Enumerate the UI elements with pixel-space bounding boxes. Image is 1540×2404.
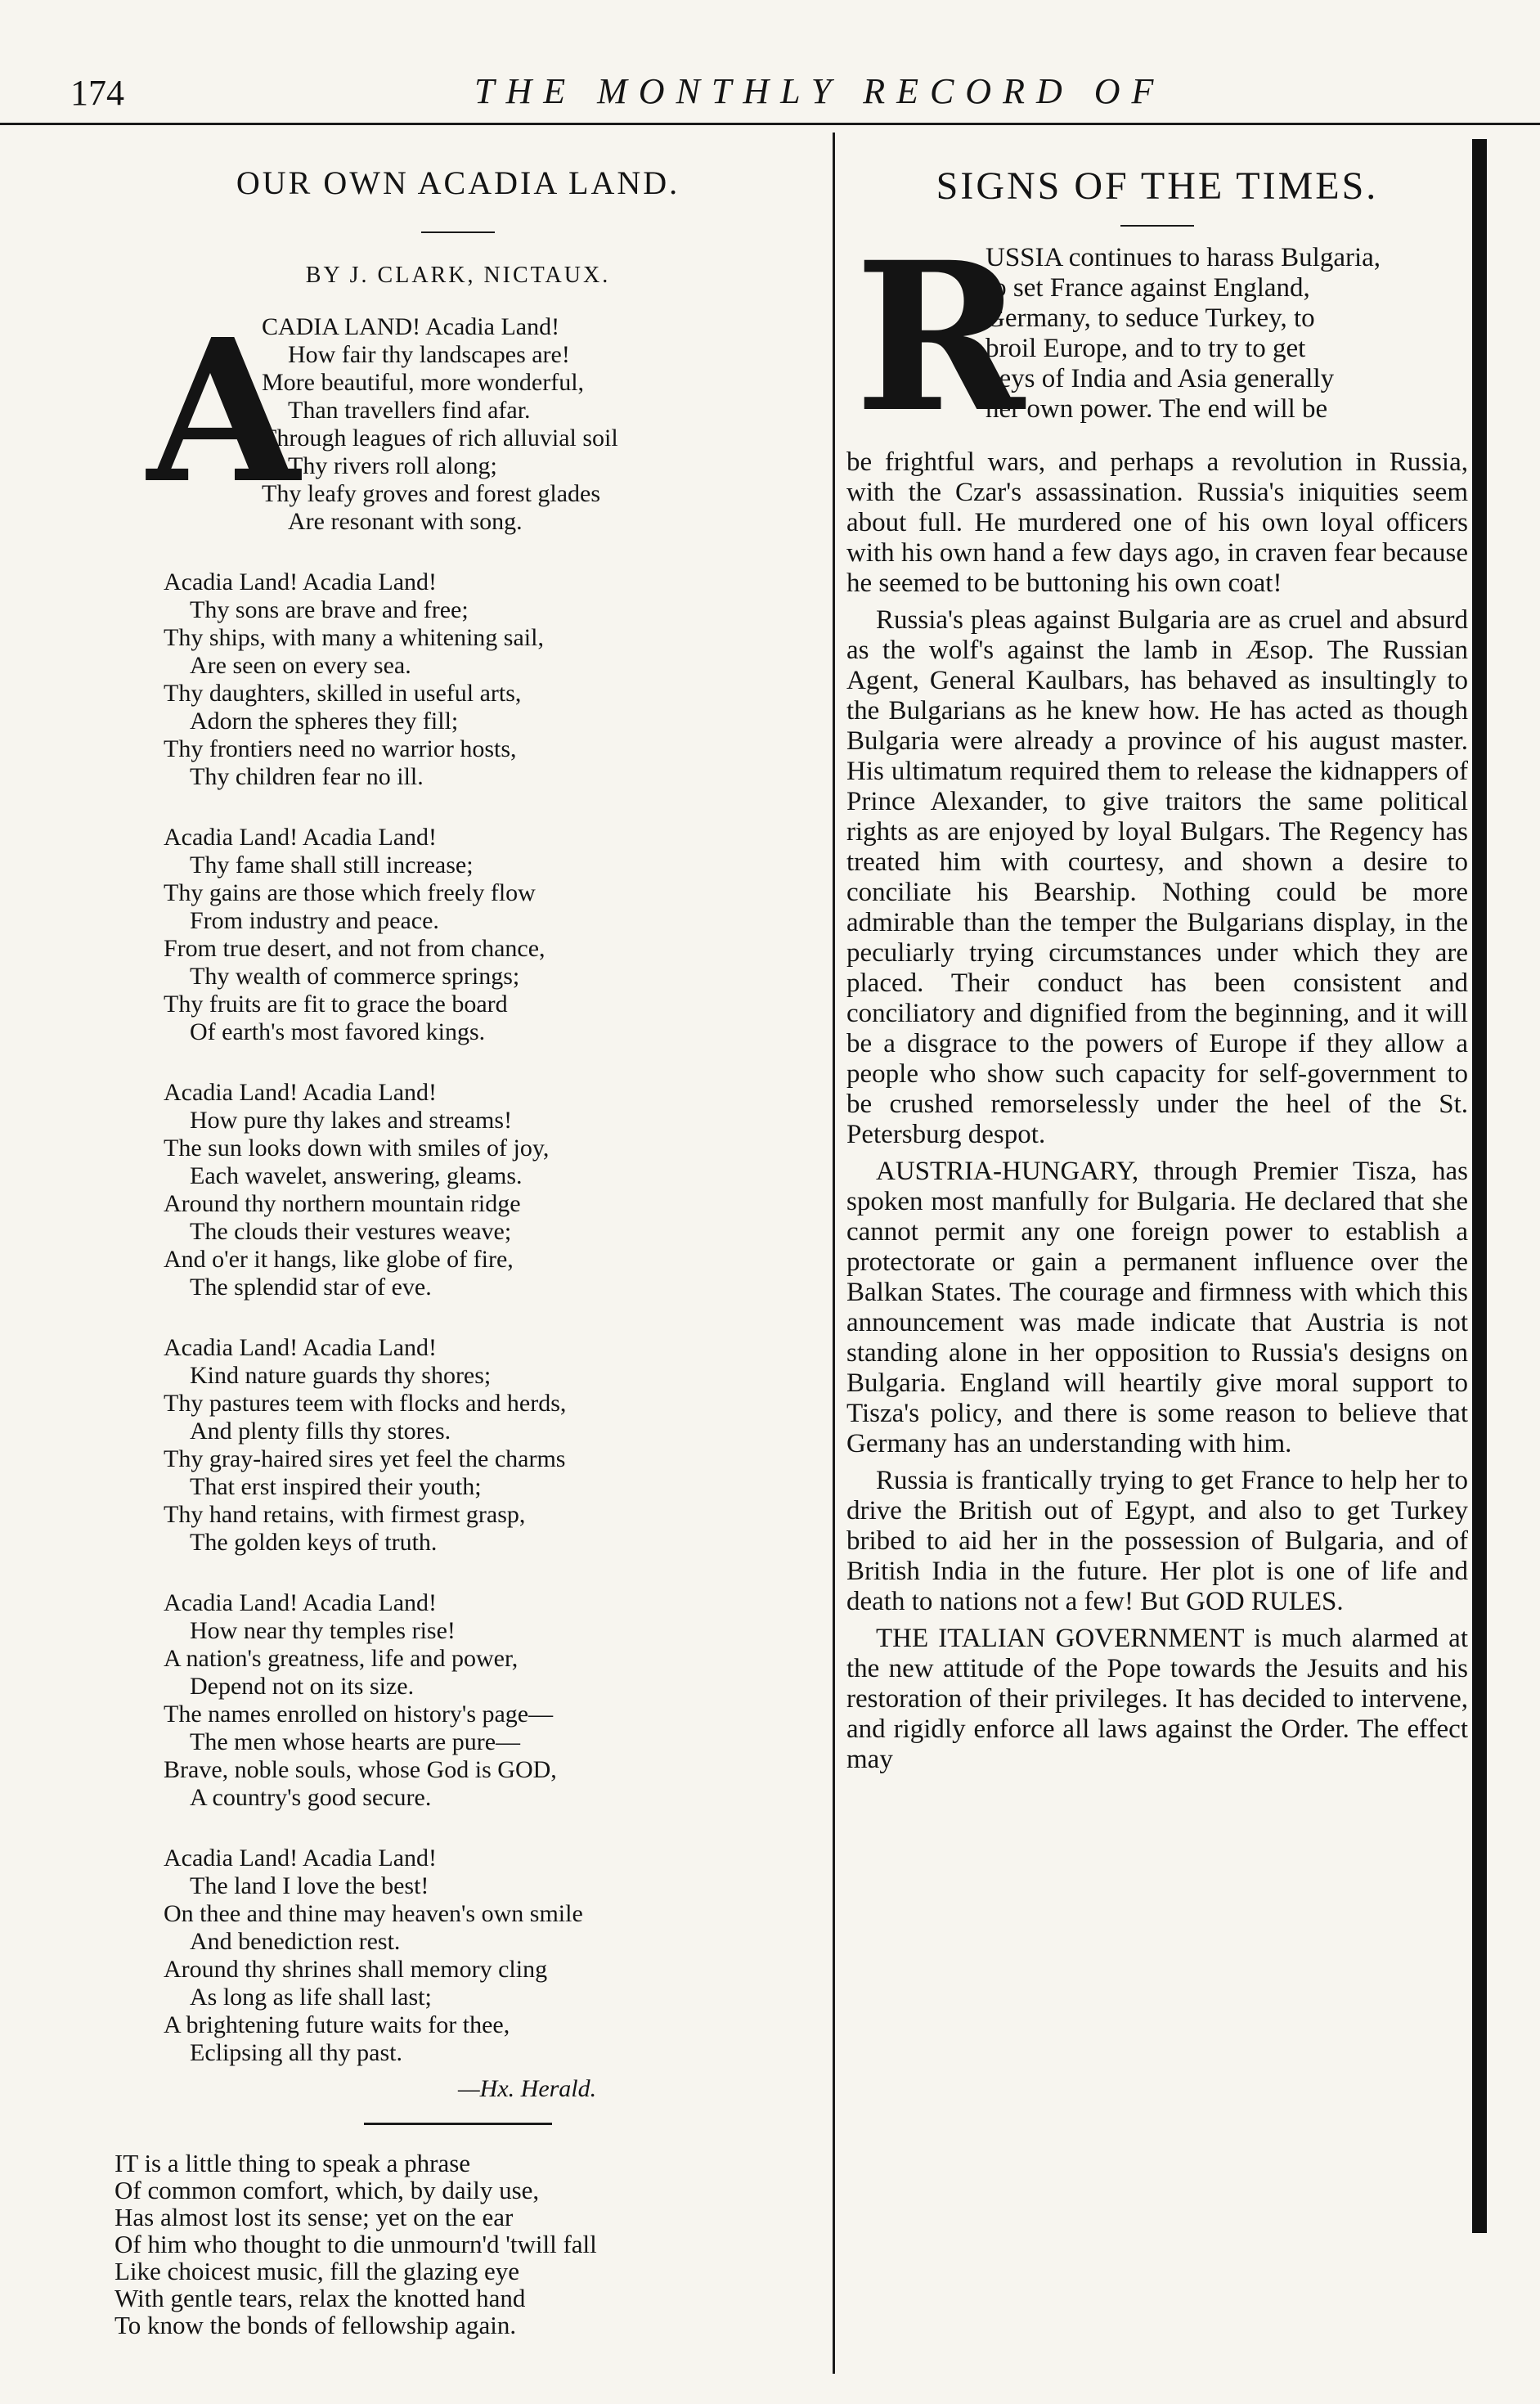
poem-line: Thy daughters, skilled in useful arts, bbox=[164, 680, 522, 707]
poem-line: Thy ships, with many a whitening sail, bbox=[164, 624, 544, 651]
poem-line: Thy children fear no ill. bbox=[190, 763, 424, 790]
paragraph: AUSTRIA-HUNGARY, through Premier Tisza, has spoken most manfully for Bulgaria. He declared that she cannot permit any one foreign power to establish a protectorate or gain a permanent influence over the Balkan States. The courage and firmness with which this announcement was made indicate that Austria is not standing alone in her opposition to Russia's designs on Bulgaria. England will heartily give moral support to Tisza's policy, and there is some reason to believe that Germany has an understanding with him. bbox=[846, 1157, 1468, 1458]
first-paragraph-head bbox=[846, 217, 1468, 457]
poem-line: Than travellers find afar. bbox=[288, 397, 531, 424]
title-rule bbox=[421, 231, 495, 233]
paragraph-line: her own power. The end will be bbox=[986, 394, 1328, 424]
stanza bbox=[164, 1589, 818, 1812]
poem-line: On thee and thine may heaven's own smile bbox=[164, 1900, 583, 1927]
short-poem-line: Of him who thought to die unmourn'd 'twill fall bbox=[114, 2230, 597, 2258]
poem-line: A nation's greatness, life and power, bbox=[164, 1645, 519, 1672]
poem-line: Acadia Land! Acadia Land! bbox=[164, 824, 437, 851]
poem-line: Depend not on its size. bbox=[190, 1673, 415, 1700]
poem-line: Around thy shrines shall memory cling bbox=[164, 1956, 548, 1983]
poem-line: Thy wealth of commerce springs; bbox=[190, 963, 520, 990]
poem-line: Thy sons are brave and free; bbox=[190, 596, 469, 623]
poem-line: Eclipsing all thy past. bbox=[190, 2039, 402, 2066]
poem-byline: BY J. CLARK, NICTAUX. bbox=[305, 263, 611, 288]
stanza bbox=[164, 1845, 818, 2067]
paragraph-line: USSIA continues to harass Bulgaria, bbox=[986, 243, 1381, 272]
poem-line: CADIA LAND! Acadia Land! bbox=[262, 313, 560, 340]
poem-line: Acadia Land! Acadia Land! bbox=[164, 1589, 437, 1616]
poem-line: Are seen on every sea. bbox=[190, 652, 411, 679]
poem-line: The men whose hearts are pure— bbox=[190, 1728, 521, 1755]
poem-line: That erst inspired their youth; bbox=[190, 1473, 482, 1500]
short-poem-line: Like choicest music, fill the glazing eye bbox=[114, 2257, 519, 2285]
short-poem-line: Of common comfort, which, by daily use, bbox=[114, 2176, 540, 2204]
first-stanza-lines bbox=[262, 313, 618, 536]
poem-line: Each wavelet, answering, gleams. bbox=[190, 1162, 523, 1189]
poem-line: From true desert, and not from chance, bbox=[164, 935, 546, 962]
stanza bbox=[164, 568, 818, 791]
column-rule bbox=[833, 133, 835, 2374]
poem-line: Acadia Land! Acadia Land! bbox=[164, 1334, 437, 1361]
poem-line: The names enrolled on history's page— bbox=[164, 1701, 554, 1728]
dropcap-letter: A bbox=[147, 296, 300, 527]
first-paragraph-lines bbox=[986, 243, 1381, 425]
poem-line: Thy gains are those which freely flow bbox=[164, 879, 536, 906]
poem-line: Around thy northern mountain ridge bbox=[164, 1190, 521, 1217]
poem-line: How fair thy landscapes are! bbox=[288, 341, 570, 368]
short-poem-line: Has almost lost its sense; yet on the ear bbox=[114, 2203, 514, 2231]
poem-line: Acadia Land! Acadia Land! bbox=[164, 1845, 437, 1872]
poem-line: The golden keys of truth. bbox=[190, 1529, 438, 1556]
poem-line: Adorn the spheres they fill; bbox=[190, 708, 459, 735]
poem-line: The sun looks down with smiles of joy, bbox=[164, 1135, 550, 1162]
header-rule bbox=[0, 123, 1540, 125]
poem-line: More beautiful, more wonderful, bbox=[262, 369, 585, 396]
poem-line: The clouds their vestures weave; bbox=[190, 1218, 512, 1245]
poem-line: Are resonant with song. bbox=[288, 508, 523, 535]
paragraphs bbox=[846, 605, 1468, 1775]
poem-line: Thy pastures teem with flocks and herds, bbox=[164, 1390, 567, 1417]
section-title: SIGNS OF THE TIMES. bbox=[936, 164, 1379, 208]
poem-line: Acadia Land! Acadia Land! bbox=[164, 1079, 437, 1106]
poem-line: Brave, noble souls, whose God is GOD, bbox=[164, 1756, 557, 1783]
short-poem-line: IT is a little thing to speak a phrase bbox=[114, 2149, 471, 2177]
poem-line: And plenty fills thy stores. bbox=[190, 1418, 451, 1445]
poem-line: How pure thy lakes and streams! bbox=[190, 1107, 513, 1134]
paragraph: Russia's pleas against Bulgaria are as cruel and absurd as the wolf's against the lamb in Æsop. The Russian Agent, General Kaulbars, has behaved as insultingly to the Bulgarians as he knew how. He has acted as though Bulgaria were already a province of his august master. His ultimatum required them to release the kidnappers of Prince Alexander, to give traitors the same political rights as are enjoyed by loyal Bulgars. The Regency has treated him with courtesy, and shown a desire to conciliate his Bearship. Nothing could be more admirable than the temper the Bulgarians display, in the peculiarly trying circumstances under which they are placed. Their conduct has been consistent and conciliatory and dignified from the beginning, and it will be a disgrace to the powers of Europe if they allow a people who show such capacity for self-government to be crushed remorselessly under the heel of the St. Petersburg despot. bbox=[846, 605, 1468, 1149]
poem-line: And benediction rest. bbox=[190, 1928, 401, 1955]
poem-divider bbox=[364, 2123, 552, 2125]
poem-line: A brightening future waits for thee, bbox=[164, 2011, 510, 2038]
page-number: 174 bbox=[70, 73, 124, 113]
poem-line: Thy fruits are fit to grace the board bbox=[164, 991, 508, 1018]
poem-line: How near thy temples rise! bbox=[190, 1617, 456, 1644]
page-edge-shadow bbox=[1472, 139, 1487, 2233]
short-poem-line: With gentle tears, relax the knotted hand bbox=[114, 2284, 526, 2312]
ornamental-dropcap bbox=[131, 296, 300, 527]
section-title-rule bbox=[1120, 225, 1194, 227]
poem-line: The land I love the best! bbox=[190, 1872, 429, 1899]
stanza bbox=[164, 824, 818, 1046]
stanza bbox=[164, 1079, 818, 1301]
poem-line: Thy gray-haired sires yet feel the charms bbox=[164, 1445, 566, 1472]
paragraph-line: to set France against England, bbox=[986, 273, 1310, 303]
dropcap-letter: R bbox=[855, 217, 1025, 457]
poem-line: Acadia Land! Acadia Land! bbox=[164, 568, 437, 595]
poem-line: Thy hand retains, with firmest grasp, bbox=[164, 1501, 526, 1528]
poem-line: The splendid star of eve. bbox=[190, 1274, 432, 1301]
paragraph-line: broil Europe, and to try to get bbox=[986, 334, 1306, 363]
poem-line: Kind nature guards thy shores; bbox=[190, 1362, 492, 1389]
poem-line: From industry and peace. bbox=[190, 907, 439, 934]
ornamental-dropcap bbox=[846, 217, 1025, 457]
poem-source: —Hx. Herald. bbox=[458, 2075, 597, 2102]
poem-line: Thy rivers roll along; bbox=[288, 452, 497, 479]
poem-line: A country's good secure. bbox=[190, 1784, 432, 1811]
poem-stanzas bbox=[98, 568, 818, 2067]
poem-line: Through leagues of rich alluvial soil bbox=[262, 425, 618, 452]
paragraph: be frightful wars, and perhaps a revolution in Russia, with the Czar's assassination. Russia's iniquities seem about full. He murdered one of his own loyal officers with his own hand a few days ago, in craven fear because he seemed to be buttoning his own coat! bbox=[846, 447, 1468, 598]
short-poem-line: To know the bonds of fellowship again. bbox=[114, 2311, 517, 2339]
paragraph: THE ITALIAN GOVERNMENT is much alarmed at the new attitude of the Pope towards the Jesuits and his restoration of their privileges. It has decided to intervene, and rigidly enforce all laws against the Order. The effect may bbox=[846, 1624, 1468, 1774]
running-head: THE MONTHLY RECORD OF bbox=[474, 71, 1165, 111]
right-column bbox=[846, 164, 1468, 1782]
paragraph: Russia is frantically trying to get France to help her to drive the British out of Egypt, and also to get Turkey bribed to aid her in the possession of Bulgaria, and of British India in the future. Her plot is one of life and death to nations not a few! But GOD RULES. bbox=[846, 1466, 1468, 1616]
poem-line: Thy leafy groves and forest glades bbox=[262, 480, 601, 507]
poem-line: As long as life shall last; bbox=[190, 1984, 432, 2011]
poem-line: And o'er it hangs, like globe of fire, bbox=[164, 1246, 514, 1273]
poem-line: Thy frontiers need no warrior hosts, bbox=[164, 735, 517, 762]
poem-line: Of earth's most favored kings. bbox=[190, 1018, 486, 1045]
stanza bbox=[164, 1334, 818, 1557]
paragraph-line: Germany, to seduce Turkey, to bbox=[986, 303, 1315, 333]
paragraph-line: keys of India and Asia generally bbox=[986, 364, 1335, 393]
short-poem bbox=[114, 2150, 818, 2339]
poem-line: Thy fame shall still increase; bbox=[190, 852, 474, 878]
first-stanza bbox=[131, 296, 818, 536]
left-column bbox=[98, 164, 818, 2339]
poem-title: OUR OWN ACADIA LAND. bbox=[236, 164, 680, 201]
